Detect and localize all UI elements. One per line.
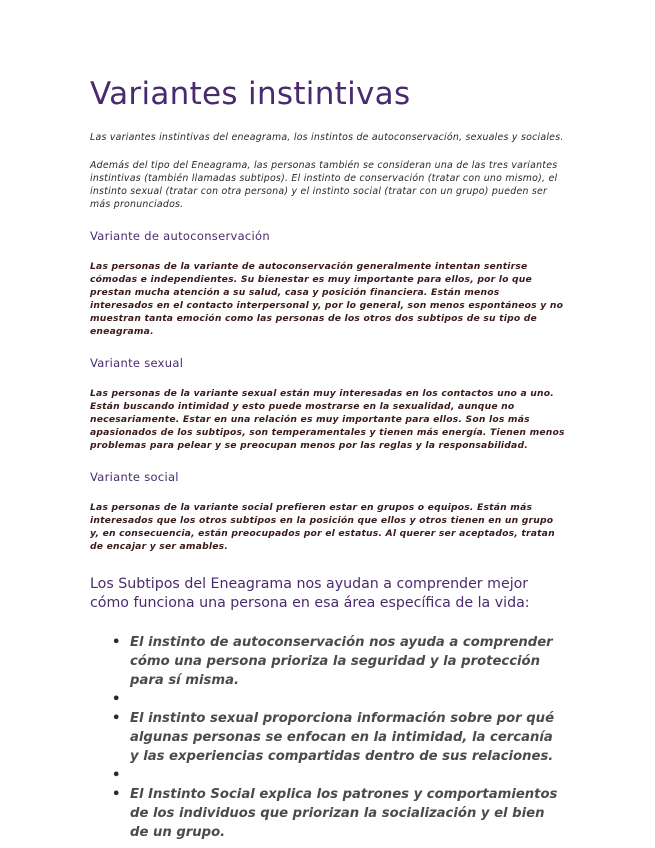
variant-description: Las personas de la variante social prefieren estar en grupos o equipos. Están más interesados que los otros subtipos en la posición que ellos y otros tienen en un grupo y, en consecuencia, están preocupados por el estatus. Al querer ser aceptados, tratan de encajar y ser amables. (90, 502, 555, 552)
variant-heading: Variante sexual (90, 356, 184, 370)
list-item (112, 785, 565, 842)
bullet-icon: • (112, 768, 121, 783)
list-item-text: El Instinto Social explica los patrones y comportamientos de los individuos que priorizan la socialización y el bien de un grupo. (130, 787, 558, 840)
variant-section-social (90, 470, 565, 553)
variant-description: Las personas de la variante de autoconservación generalmente intentan sentirse cómodas e independientes. Su bienestar es muy importante para ellos, por lo que prestan mucha atención a su salud, casa y posición financiera. Están menos interesados en el contacto interpersonal y, por lo general, son menos espontáneos y no muestran tanta emoción como las personas de los otros dos subtipos de su tipo de eneagrama. (90, 261, 564, 337)
variant-heading: Variante de autoconservación (90, 229, 270, 243)
variant-description: Las personas de la variante sexual están muy interesadas en los contactos uno a uno. Están buscando intimidad y esto puede mostrarse en la sexualidad, aunque no necesariamente. Estar en una relación es muy importante para ellos. Son los más apasionados de los subtipos, son temperamentales y tienen más energía. Tienen menos problemas para pelear y se preocupan menos por las reglas y la responsabilidad. (90, 388, 565, 451)
intro-description: Además del tipo del Eneagrama, las personas también se consideran una de las tres variantes instintivas (también llamadas subtipos). El instinto de conservación (tratar con uno mismo), el instinto sexual (tratar con otra persona) y el instinto social (tratar con un grupo) pueden ser más pronunciados. (90, 160, 558, 210)
list-item (112, 690, 565, 709)
list-item (112, 633, 565, 690)
bullet-icon: • (112, 692, 121, 707)
summary-heading: Los Subtipos del Eneagrama nos ayudan a comprender mejor cómo funciona una persona en esa área específica de la vida: (90, 576, 530, 611)
list-item-text: El instinto sexual proporciona información sobre por qué algunas personas se enfocan en la intimidad, la cercanía y las experiencias compartidas dentro de sus relaciones. (130, 711, 555, 764)
page-title: Variantes instintivas (90, 76, 411, 112)
bullet-icon: • (112, 787, 121, 802)
facts-list (90, 633, 565, 842)
variant-section-autoconservacion (90, 229, 565, 338)
list-item (112, 766, 565, 785)
variant-heading: Variante social (90, 470, 179, 484)
variant-section-sexual (90, 356, 565, 452)
intro-summary: Las variantes instintivas del eneagrama, los instintos de autoconservación, sexuales y sociales. (90, 132, 564, 143)
bullet-icon: • (112, 635, 121, 650)
bullet-icon: • (112, 711, 121, 726)
list-item (112, 709, 565, 766)
list-item-text: El instinto de autoconservación nos ayuda a comprender cómo una persona prioriza la seguridad y la protección para sí misma. (130, 635, 553, 688)
